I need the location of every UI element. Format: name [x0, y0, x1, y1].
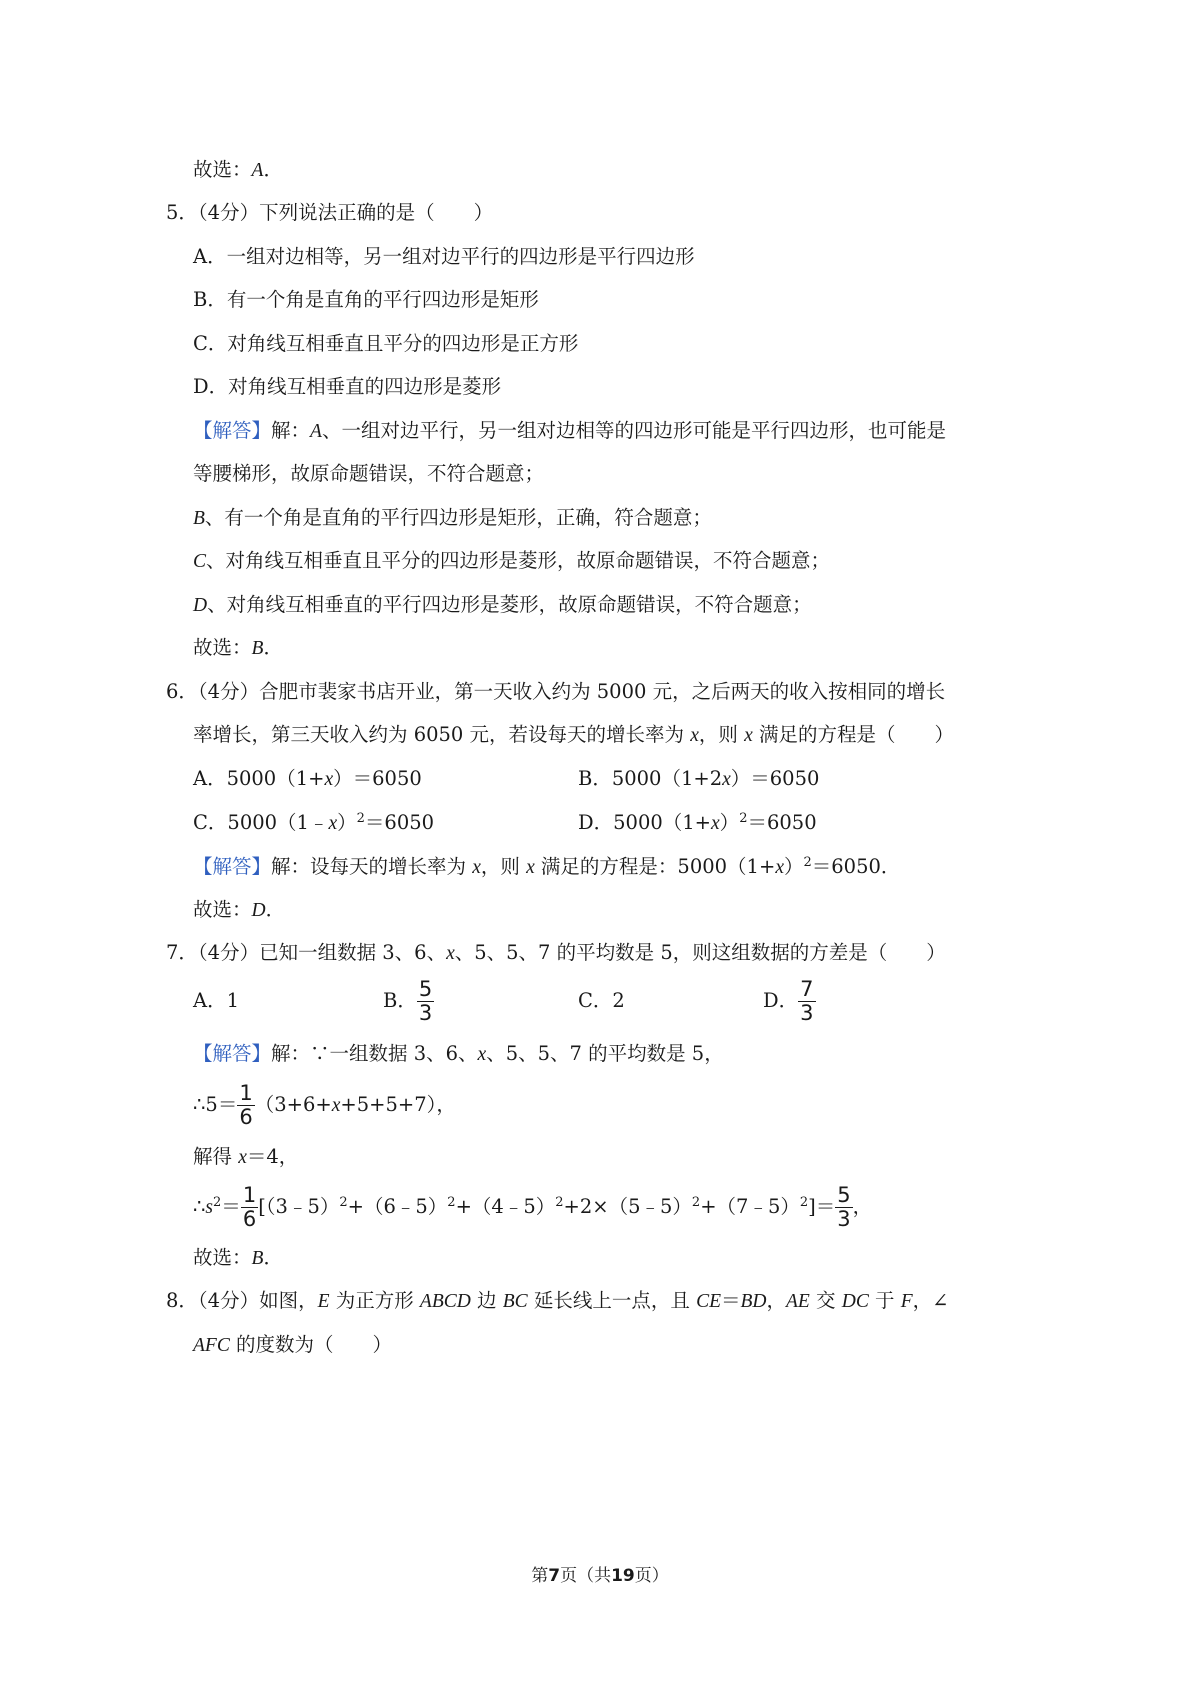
q5-option-b: B．有一个角是直角的平行四边形是矩形 [193, 288, 539, 311]
q6-answer: 故选：D． [193, 898, 286, 921]
q7-option-a: A．1 [193, 989, 239, 1012]
q6-stem-line-2: 率增长，第三天收入约为 6050 元，若设每天的增长率为 x，则 x 满足的方程是（ ） [193, 723, 954, 746]
fraction-seven-thirds: $\frac{7}{3}$ [800, 977, 814, 1025]
solution-tag: 【解答】 [193, 419, 272, 442]
q7-solution-line-4: $\therefore s^2=$ $\frac{1}{6}$ [（3﹣5）$^2$+（6﹣5）$^2$+（4﹣5）$^2$+2×（5﹣5）$^2$+（7﹣5）$^2$]＝ $\frac{5}{3}$ ， [193, 1183, 873, 1231]
q6-stem-line-1: 6．（4分）合肥市裴家书店开业，第一天收入约为 5000 元，之后两天的收入按相同的增长 [166, 680, 946, 703]
q5-solution-line-2: 等腰梯形，故原命题错误，不符合题意； [193, 462, 545, 485]
q6-solution: 【解答】解：设每天的增长率为 x，则 x 满足的方程是：$5000(1+x)^2=6050$． [193, 855, 901, 878]
q7-option-d: D． $\frac{7}{3}$ [763, 977, 814, 1025]
fraction-one-sixth: $\frac{1}{6}$ [242, 1183, 257, 1231]
fraction-five-thirds: $\frac{5}{3}$ [837, 1183, 851, 1231]
solution-tag: 【解答】 [193, 855, 272, 878]
q7-answer: 故选：B． [193, 1246, 283, 1269]
q7-option-c: C．2 [578, 989, 625, 1012]
page-number-footer: 第7页（共19页） [531, 1566, 669, 1586]
q5-solution-d: D、对角线互相垂直的平行四边形是菱形，故原命题错误，不符合题意； [193, 593, 812, 616]
q6-option-a: A．5000（1+x）＝6050 [193, 767, 422, 790]
q7-solution-line-2: ∴5＝ $\frac{1}{6}$ （3+6+x+5+5+7）， [193, 1081, 456, 1129]
fraction-five-thirds: $\frac{5}{3}$ [418, 977, 433, 1025]
q7-solution-line-3: 解得 x＝4， [193, 1145, 299, 1168]
q5-solution-line-1: 【解答】解：A、一组对边平行，另一组对边相等的四边形可能是平行四边形，也可能是 [193, 419, 946, 442]
q7-solution-line-1: 【解答】解：∵一组数据 3、6、x、5、5、7 的平均数是 5， [193, 1042, 724, 1065]
q7-option-b: B． $\frac{5}{3}$ [383, 977, 433, 1025]
q5-solution-b: B、有一个角是直角的平行四边形是矩形，正确，符合题意； [193, 506, 712, 529]
q7-stem: 7．（4分）已知一组数据 3、6、x、5、5、7 的平均数是 5，则这组数据的方差是（ ） [166, 941, 946, 964]
q6-option-d: D．$5000(1+x)^2=6050$ [578, 811, 817, 834]
q5-stem: 5．（4分）下列说法正确的是（ ） [166, 201, 494, 224]
prev-answer: 故选：A． [193, 158, 283, 181]
q6-option-c: C．5000（1﹣x）$^2$＝6050 [193, 811, 435, 834]
q5-answer: 故选：B． [193, 636, 283, 659]
q5-option-d: D．对角线互相垂直的四边形是菱形 [193, 375, 502, 398]
fraction-one-sixth: $\frac{1}{6}$ [239, 1081, 253, 1129]
q5-option-a: A．一组对边相等，另一组对边平行的四边形是平行四边形 [193, 245, 695, 268]
q8-stem-line-2: AFC 的度数为（ ） [193, 1333, 393, 1356]
q6-option-b: B．5000（1+2x）＝6050 [578, 767, 820, 790]
solution-tag: 【解答】 [193, 1042, 272, 1065]
q8-stem-line-1: 8．（4分）如图，E 为正方形 ABCD 边 BC 延长线上一点，且 CE＝BD，AE 交 DC 于 F，∠ [166, 1289, 949, 1312]
q5-option-c: C．对角线互相垂直且平分的四边形是正方形 [193, 332, 579, 355]
q5-solution-c: C、对角线互相垂直且平分的四边形是菱形，故原命题错误，不符合题意； [193, 549, 831, 572]
